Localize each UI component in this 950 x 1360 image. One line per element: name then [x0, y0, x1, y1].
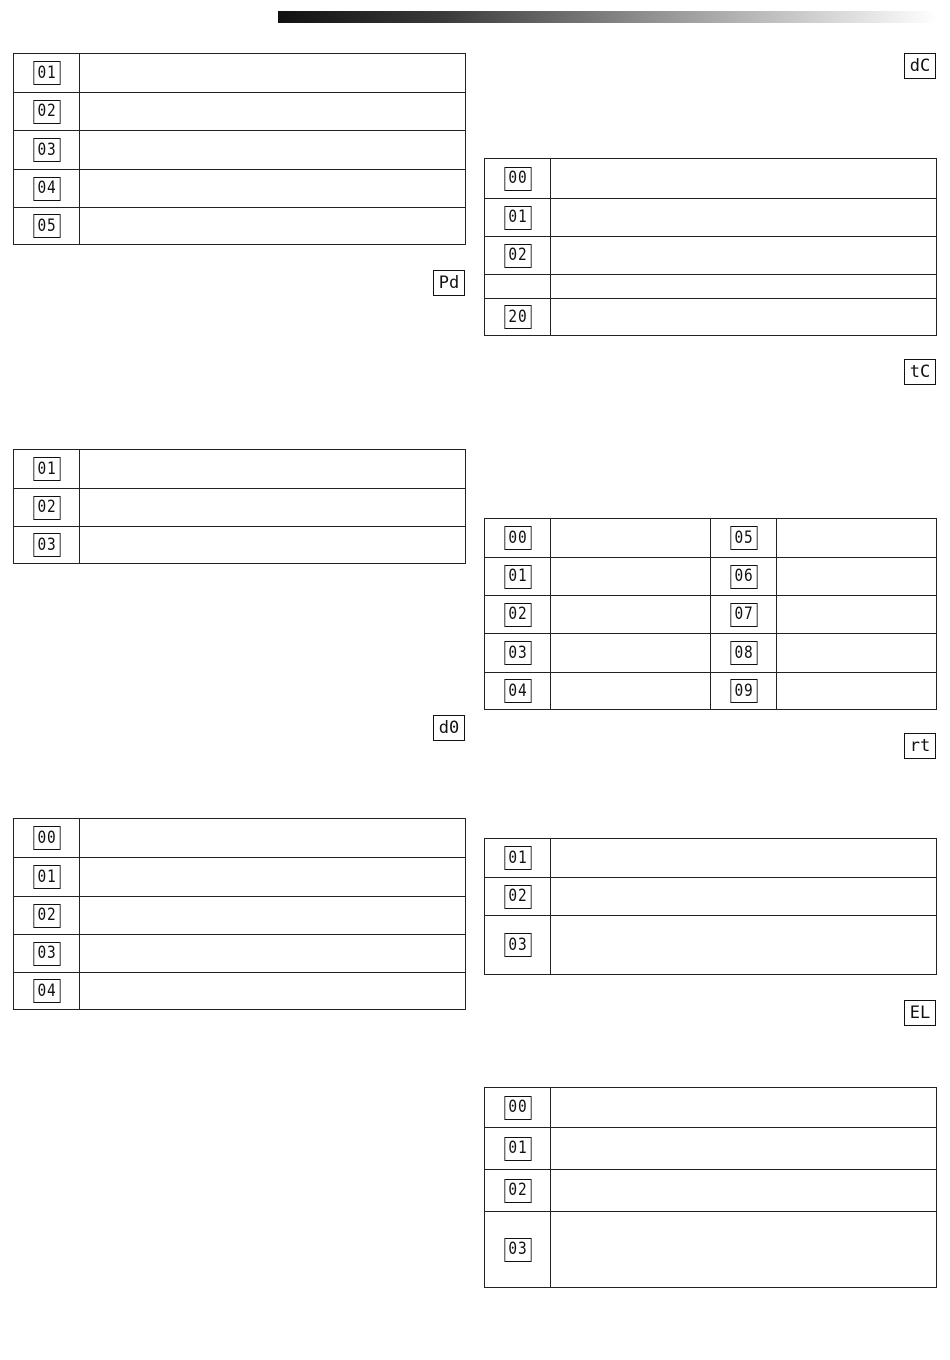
table-row [485, 595, 936, 633]
code-display: 09 [730, 679, 757, 703]
code-display: 01 [33, 61, 60, 85]
table-row [14, 819, 465, 857]
table-row [485, 1088, 936, 1127]
table-row [14, 130, 465, 169]
table-options-rt [484, 838, 937, 975]
table-row [485, 236, 936, 274]
code-display: 03 [33, 533, 60, 557]
code-display: 01 [504, 565, 531, 589]
code-display: 03 [504, 1238, 531, 1262]
section-code-dc: dC [904, 53, 936, 79]
table-row [485, 159, 936, 198]
table-row [485, 672, 936, 709]
code-display: 01 [504, 1137, 531, 1161]
table-row [14, 972, 465, 1009]
table-row-spacer [485, 274, 936, 298]
section-code-rt: rt [904, 733, 936, 759]
code-display: 05 [33, 214, 60, 238]
table-options-d0 [13, 818, 466, 1010]
code-display: 06 [730, 565, 757, 589]
table-row [485, 633, 936, 672]
table-row [485, 839, 936, 877]
code-display: 20 [504, 305, 531, 329]
table-row [485, 915, 936, 974]
code-display: 02 [33, 100, 60, 124]
table-options-1 [13, 53, 466, 245]
code-display: 03 [33, 942, 60, 966]
table-row [14, 207, 465, 244]
code-display: 03 [504, 933, 531, 957]
table-row [485, 1127, 936, 1169]
table-row [14, 488, 465, 526]
table-row [14, 54, 465, 92]
code-display: 02 [504, 603, 531, 627]
table-options-tc [484, 518, 937, 710]
table-options-dc [484, 158, 937, 336]
table-row [14, 934, 465, 972]
code-display: 04 [504, 679, 531, 703]
code-display: 08 [730, 641, 757, 665]
code-display: 05 [730, 526, 757, 550]
code-display: 02 [504, 1179, 531, 1203]
code-display: 01 [504, 846, 531, 870]
code-display: 01 [33, 865, 60, 889]
header-gradient-bar [278, 11, 938, 23]
code-display: 00 [504, 167, 531, 191]
code-display: 04 [33, 177, 60, 201]
code-display: 02 [33, 904, 60, 928]
table-row [485, 519, 936, 557]
code-display: 02 [504, 244, 531, 268]
section-code-pd: Pd [433, 270, 465, 296]
code-display: 00 [504, 526, 531, 550]
table-row [485, 557, 936, 595]
section-code-tc: tC [904, 359, 936, 385]
table-options-pd [13, 449, 466, 564]
table-row [14, 450, 465, 488]
table-row [14, 92, 465, 130]
code-display: 07 [730, 603, 757, 627]
code-display: 01 [33, 457, 60, 481]
code-display: 01 [504, 206, 531, 230]
table-options-el [484, 1087, 937, 1288]
table-row [14, 896, 465, 934]
table-row [485, 877, 936, 915]
code-display: 02 [33, 496, 60, 520]
table-row [485, 198, 936, 236]
table-row [485, 298, 936, 335]
section-code-el: EL [904, 1000, 936, 1026]
table-row [14, 526, 465, 563]
table-row [14, 857, 465, 896]
code-display: 02 [504, 885, 531, 909]
section-code-d0: d0 [433, 715, 465, 741]
table-row [14, 169, 465, 207]
table-row [485, 1211, 936, 1287]
code-display: 04 [33, 979, 60, 1003]
code-display: 03 [504, 641, 531, 665]
code-display: 03 [33, 138, 60, 162]
code-display: 00 [33, 826, 60, 850]
code-display: 00 [504, 1096, 531, 1120]
table-row [485, 1169, 936, 1211]
